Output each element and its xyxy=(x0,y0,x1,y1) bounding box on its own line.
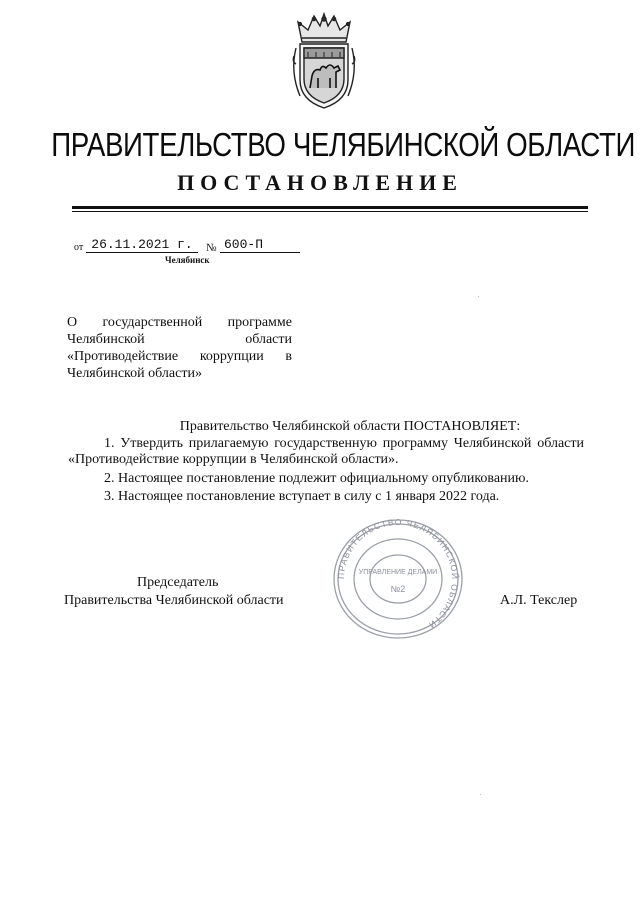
coat-of-arms-emblem xyxy=(288,12,360,110)
signatory-title-line-1: Председатель xyxy=(137,575,219,590)
date-prefix: от xyxy=(74,242,84,253)
organization-title: ПРАВИТЕЛЬСТВО ЧЕЛЯБИНСКОЙ ОБЛАСТИ xyxy=(51,126,635,163)
document-type: ПОСТАНОВЛЕНИЕ xyxy=(177,170,463,195)
resolution-intro: Правительство Челябинской области ПОСТАНОВЛЯЕТ: xyxy=(179,419,521,434)
official-seal-stamp xyxy=(330,516,466,642)
header-rule-thick xyxy=(72,206,588,209)
city-name: Челябинск xyxy=(165,255,210,265)
scan-speck xyxy=(478,296,479,297)
seal-number: №2 xyxy=(390,584,406,594)
resolution-item-1: 1. Утвердить прилагаемую государственную программу Челябинской области «Противодействие коррупции в Челябинской области». xyxy=(68,436,584,467)
header-rule-thin xyxy=(72,211,588,212)
number-underline xyxy=(220,252,300,253)
document-subject: О государственной программе Челябинской области «Противодействие коррупции в Челябинской области» xyxy=(67,315,292,381)
resolution-item-3: 3. Настоящее постановление вступает в силу с 1 января 2022 года. xyxy=(104,489,500,504)
signatory-name: А.Л. Текслер xyxy=(500,593,578,608)
resolution-item-2: 2. Настоящее постановление подлежит официальному опубликованию. xyxy=(104,471,529,486)
seal-ring-text: ПРАВИТЕЛЬСТВО ЧЕЛЯБИНСКОЙ ОБЛАСТИ xyxy=(335,516,461,631)
document-date: 26.11.2021 г. xyxy=(91,237,193,252)
number-sign: № xyxy=(206,242,217,254)
seal-inner-text: УПРАВЛЕНИЕ ДЕЛАМИ xyxy=(358,569,438,576)
document-number: 600-П xyxy=(224,237,264,252)
date-underline xyxy=(86,252,198,253)
scan-speck xyxy=(480,794,481,795)
signatory-title-line-2: Правительства Челябинской области xyxy=(64,593,284,608)
